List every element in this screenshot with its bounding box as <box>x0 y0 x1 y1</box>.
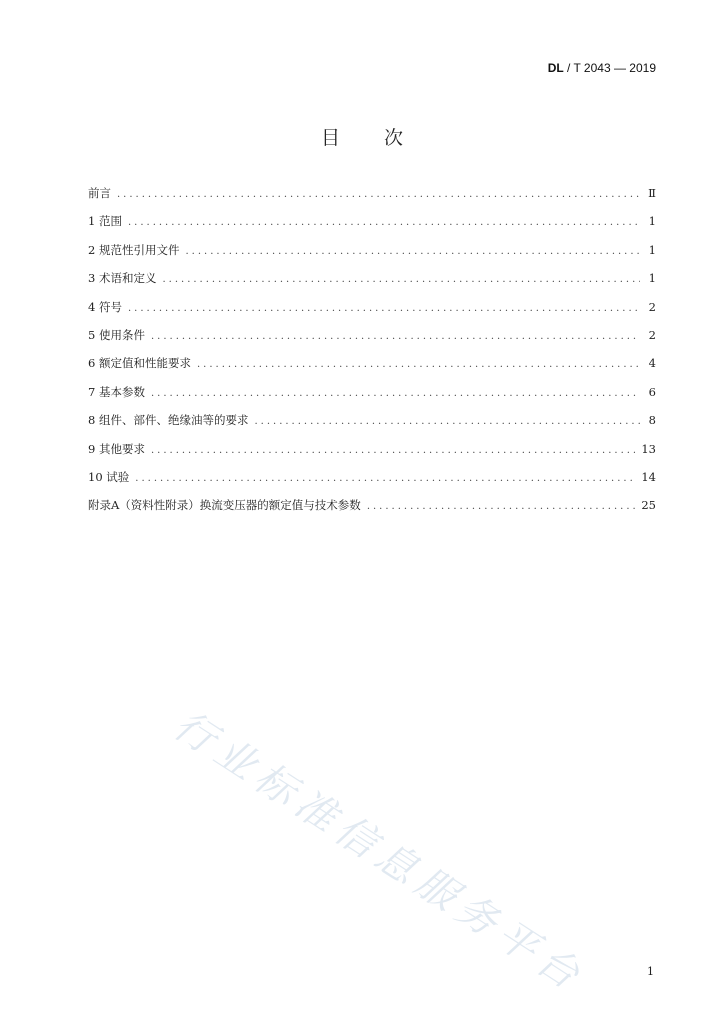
page-title: 目次 <box>320 127 447 149</box>
toc-entry-tests[interactable] <box>88 469 656 497</box>
toc-label: 10 试验 <box>88 469 130 484</box>
toc-entry-other-requirements[interactable] <box>88 441 656 469</box>
toc-leader <box>367 501 636 512</box>
toc-page-number: 1 <box>648 242 656 257</box>
toc-leader <box>135 473 635 484</box>
toc-entry-scope[interactable] <box>88 213 656 241</box>
toc-page-number: Ⅱ <box>648 186 656 200</box>
toc-entry-annex-a[interactable] <box>88 497 656 525</box>
toc-label: 附录A（资料性附录）换流变压器的额定值与技术参数 <box>88 498 361 513</box>
watermark: 行业标准信息服务平台 <box>165 702 594 1003</box>
toc-leader <box>151 331 640 342</box>
toc-leader <box>162 274 640 285</box>
toc-label: 4 符号 <box>88 299 122 314</box>
toc-entry-symbols[interactable] <box>88 299 656 327</box>
toc-label: 7 基本参数 <box>88 384 145 399</box>
toc-page-number: 14 <box>641 469 656 484</box>
toc-page-number: 1 <box>648 214 656 229</box>
toc-label: 9 其他要求 <box>88 441 145 456</box>
toc-page-number: 13 <box>641 441 656 456</box>
toc-leader <box>117 189 640 200</box>
toc-page-number: 2 <box>648 327 656 342</box>
toc-leader <box>128 303 640 314</box>
toc-leader <box>197 359 640 370</box>
standard-prefix: DL <box>547 61 564 75</box>
toc-leader <box>185 246 640 257</box>
table-of-contents <box>88 185 656 526</box>
standard-code <box>548 61 656 75</box>
toc-label: 8 组件、部件、绝缘油等的要求 <box>88 413 249 428</box>
toc-leader <box>151 445 635 456</box>
toc-label: 5 使用条件 <box>88 327 145 342</box>
toc-entry-basic-parameters[interactable] <box>88 384 656 412</box>
toc-label: 6 额定值和性能要求 <box>88 356 191 371</box>
toc-label: 1 范围 <box>88 214 122 229</box>
page-number: 1 <box>647 965 654 978</box>
toc-leader <box>254 416 640 427</box>
toc-page-number: 4 <box>648 356 656 371</box>
toc-label: 2 规范性引用文件 <box>88 242 180 257</box>
toc-label: 3 术语和定义 <box>88 271 157 286</box>
toc-entry-component-requirements[interactable] <box>88 412 656 440</box>
toc-entry-preface[interactable] <box>88 185 656 213</box>
toc-page-number: 25 <box>641 498 656 513</box>
toc-entry-service-conditions[interactable] <box>88 327 656 355</box>
toc-leader <box>151 388 640 399</box>
toc-label: 前言 <box>88 186 111 200</box>
toc-page-number: 8 <box>648 413 656 428</box>
toc-page-number: 6 <box>648 384 656 399</box>
toc-entry-normative-references[interactable] <box>88 242 656 270</box>
toc-page-number: 1 <box>648 271 656 286</box>
toc-entry-ratings-performance[interactable] <box>88 355 656 383</box>
toc-entry-terms-definitions[interactable] <box>88 270 656 298</box>
standard-number: / T 2043 — 2019 <box>567 61 656 75</box>
toc-page-number: 2 <box>648 299 656 314</box>
toc-leader <box>128 217 640 228</box>
